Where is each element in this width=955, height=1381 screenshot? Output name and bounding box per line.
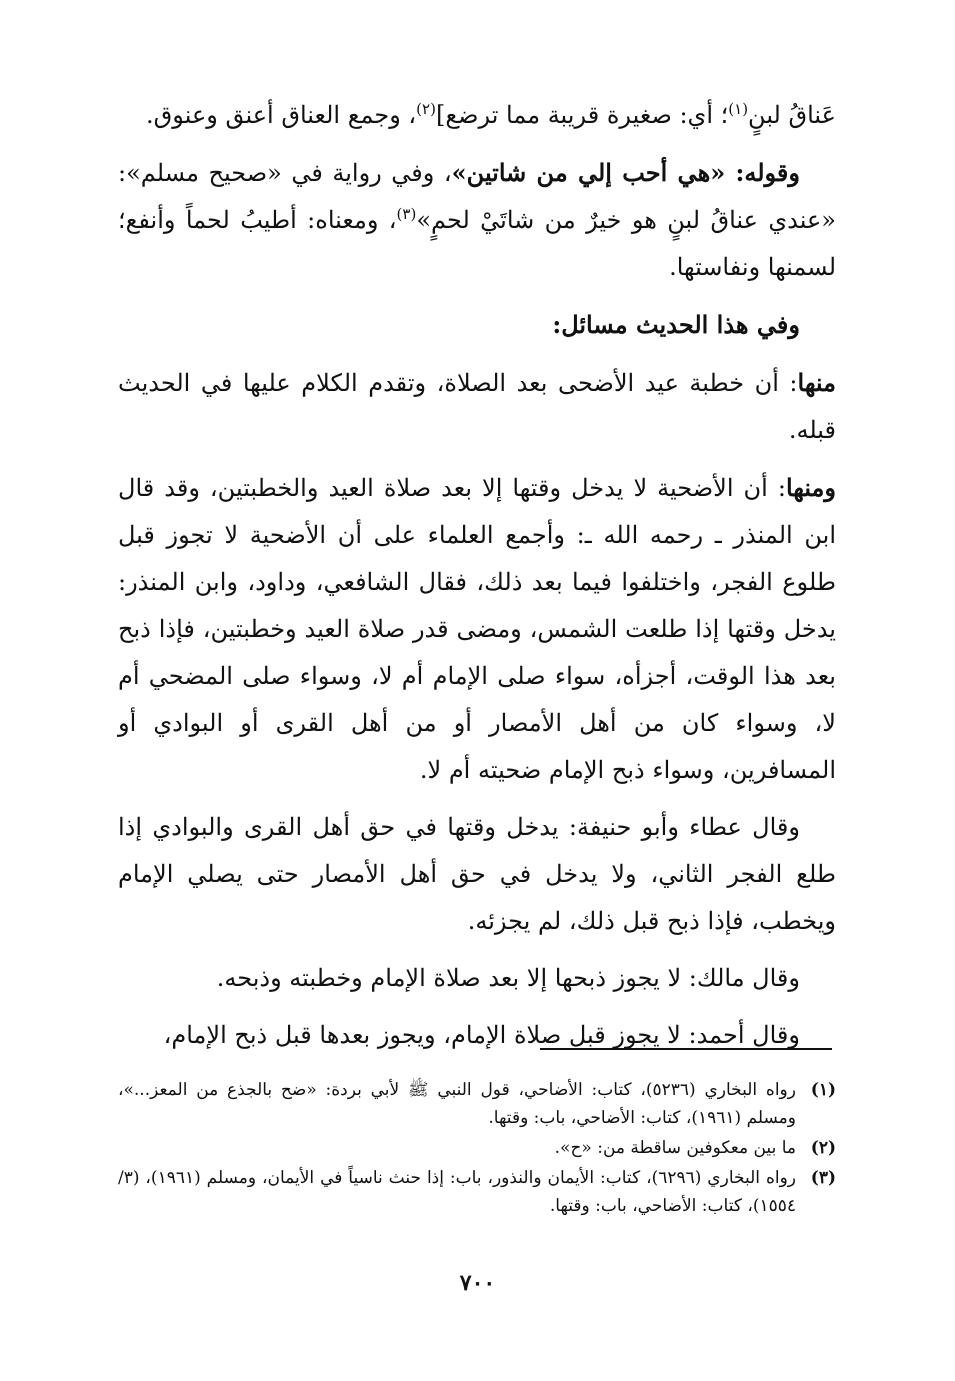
footnote-reference: (٢) <box>416 100 436 118</box>
paragraph <box>118 955 836 1002</box>
page-number: ٧٠٠ <box>459 1270 496 1296</box>
text-run: عَناقُ لبنٍ <box>748 101 836 129</box>
paragraph <box>118 359 836 454</box>
bold-text: وفي هذا الحديث مسائل: <box>552 310 800 339</box>
footnote <box>118 1134 836 1162</box>
text-run: ؛ أي: صغيرة قريبة مما ترضع] <box>435 101 729 129</box>
footnote <box>118 1076 836 1132</box>
footnote-text: رواه البخاري (٦٢٩٦)، كتاب: الأيمان والنذور، باب: إذا حنث ناسياً في الأيمان، ومسلم (١٩٦١)، (٣/ ١٥٥٤)، كتاب: الأضاحي، باب: وقتها. <box>118 1168 796 1216</box>
paragraph <box>118 149 836 291</box>
bold-text: وقوله: «هي أحب إلي من شاتين» <box>451 158 800 187</box>
footnote-separator <box>540 1048 832 1050</box>
footnote-number: (١) <box>810 1080 836 1100</box>
footnote-text: رواه البخاري (٥٢٣٦)، كتاب: الأضاحي، قول النبي ﷺ لأبي بردة: «ضح بالجذع من المعز...»، ومسلم (١٩٦١)، كتاب: الأضاحي، باب: وقتها. <box>118 1080 796 1128</box>
text-run: ، وفي رواية في «صحيح مسلم»: «عندي عناقُ لبنٍ هو خيرٌ من شاتَيْ لحمٍ» <box>118 159 836 234</box>
paragraph <box>118 301 836 349</box>
paragraph <box>118 92 836 139</box>
text-run: وقال عطاء وأبو حنيفة: يدخل وقتها في حق أهل القرى والبوادي إذا طلع الفجر الثاني، ولا يدخل في حق أهل الأمصار حتى يصلي الإمام ويخطب، فإذا ذبح قبل ذلك، لم يجزئه. <box>118 813 836 935</box>
text-run: : أن الأضحية لا يدخل وقتها إلا بعد صلاة العيد والخطبتين، وقد قال ابن المنذر ـ رحمه الله ـ: وأجمع العلماء على أن الأضحية لا تجوز قبل طلوع الفجر، واختلفوا فيما بعد ذلك، فقال الشافعي، وداود، وابن المنذر: يدخل وقتها إذا طلعت الشمس، ومضى قدر صلاة العيد وخطبتين، فإذا ذبح بعد هذا الوقت، أجزأه، سواء صلى الإمام أم لا، وسواء صلى المضحي أم لا، وسواء كان من أهل الأمصار أو من أهل القرى أو البوادي أو المسافرين، وسواء ذبح الإمام ضحيته أم لا. <box>118 474 836 784</box>
footnote-reference: (٣) <box>396 205 417 223</box>
footnote-reference: (١) <box>728 100 749 118</box>
main-text <box>118 92 836 1069</box>
footnote-number: (٣) <box>810 1168 836 1188</box>
footnotes <box>118 1076 836 1222</box>
paragraph <box>118 804 836 945</box>
bold-text: منها <box>797 368 836 397</box>
footnote-text: ما بين معكوفين ساقطة من: «ح». <box>554 1138 796 1158</box>
footnote-number: (٢) <box>810 1138 836 1158</box>
text-run: ، ومعناه: أطيبُ لحماً وأنفع؛ لسمنها ونفاستها. <box>118 206 836 281</box>
paragraph <box>118 464 836 794</box>
text-run: وقال مالك: لا يجوز ذبحها إلا بعد صلاة الإمام وخطبته وذبحه. <box>216 964 800 992</box>
text-run: وقال أحمد: لا يجوز قبل صلاة الإمام، ويجوز بعدها قبل ذبح الإمام، <box>163 1021 800 1049</box>
paragraph <box>118 1012 836 1059</box>
text-run: : أن خطبة عيد الأضحى بعد الصلاة، وتقدم الكلام عليها في الحديث قبله. <box>118 369 836 444</box>
text-run: ، وجمع العناق أعنق وعنوق. <box>146 101 417 129</box>
footnote <box>118 1164 836 1220</box>
bold-text: ومنها <box>785 473 836 502</box>
